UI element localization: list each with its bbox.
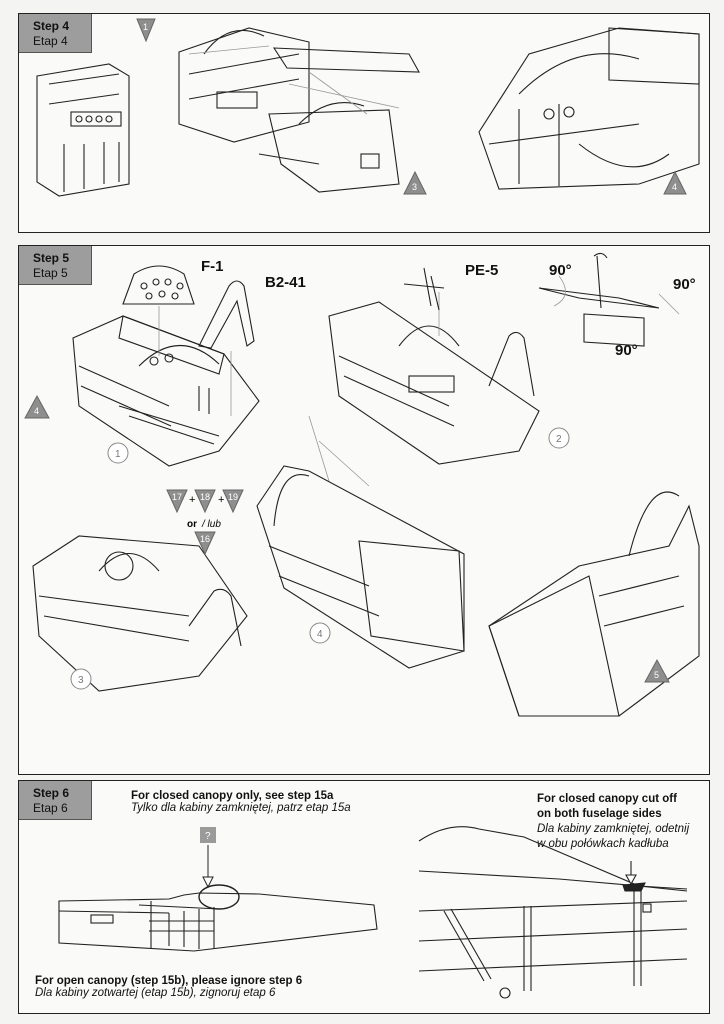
cut-off-note-en-2: on both fuselage sides xyxy=(537,808,662,820)
question-mark-label: ? xyxy=(205,831,211,842)
step5-title: Step 5 xyxy=(33,251,70,265)
step4-title: Step 4 xyxy=(33,19,70,33)
closed-canopy-note-en: For closed canopy only, see step 15a xyxy=(131,790,334,802)
substep4-fuselage xyxy=(257,416,464,668)
plus-sign-2: + xyxy=(218,494,225,506)
open-canopy-note-pl: Dla kabiny zotwartej (etap 15b), zignoruj etap 6 xyxy=(35,987,276,999)
substep-3-label: 3 xyxy=(78,675,84,686)
substep-4-label: 4 xyxy=(317,629,323,640)
step6-title: Step 6 xyxy=(33,786,70,800)
substep-1-label: 1 xyxy=(115,449,121,460)
step4-ref-4-label: 4 xyxy=(672,182,678,192)
angle-label-3: 90° xyxy=(615,342,638,359)
bend-diagram xyxy=(539,253,679,346)
step4-panel xyxy=(18,13,710,233)
step4-ref-1-label: 1 xyxy=(143,22,149,32)
ref-17-label: 17 xyxy=(172,492,183,502)
ref-18-label: 18 xyxy=(200,492,211,502)
step5-panel xyxy=(18,245,710,775)
f1-instrument-panel xyxy=(123,266,194,356)
step5-ref-5-label: 5 xyxy=(654,670,660,680)
angle-label-1: 90° xyxy=(549,262,572,279)
ref-19-label: 19 xyxy=(228,492,239,502)
substep-2-label: 2 xyxy=(556,434,562,445)
step4-ref-3-label: 3 xyxy=(412,182,418,192)
substep2-cockpit xyxy=(329,292,539,464)
step6-panel xyxy=(18,780,710,1014)
step4-exploded-assembly xyxy=(179,28,419,192)
step4-subtitle: Etap 4 xyxy=(33,34,68,48)
closed-canopy-note-pl: Tylko dla kabiny zamkniętej, patrz etap 15a xyxy=(131,802,351,814)
cut-off-note-pl-2: w obu połówkach kadłuba xyxy=(537,838,669,850)
angle-label-2: 90° xyxy=(673,276,696,293)
step6-drawing xyxy=(19,781,709,1013)
cut-off-note-en-1: For closed canopy cut off xyxy=(537,793,677,805)
cut-detail-view xyxy=(419,827,687,998)
ref-16-label: 16 xyxy=(200,534,211,544)
open-canopy-note-en: For open canopy (step 15b), please ignore step 6 xyxy=(35,975,303,987)
step4-cockpit-frame-left xyxy=(37,64,129,196)
cut-off-note-pl-1: Dla kabiny zamkniętej, odetnij xyxy=(537,823,690,835)
plus-sign-1: + xyxy=(189,494,196,506)
part-label-pe5: PE-5 xyxy=(465,262,499,279)
part-label-f1: F-1 xyxy=(201,258,224,275)
b241-rollbar xyxy=(199,281,254,416)
step4-assembled-cockpit xyxy=(479,28,699,189)
step5-drawing xyxy=(19,246,709,774)
or-text: or xyxy=(187,519,197,530)
step5-ref-4-label: 4 xyxy=(34,406,40,416)
part-label-b241: B2-41 xyxy=(265,274,306,291)
pe5-part xyxy=(404,268,444,310)
step6-subtitle: Etap 6 xyxy=(33,801,68,815)
substep3-cockpit xyxy=(33,536,247,691)
fuselage-side-view xyxy=(59,885,377,951)
step4-drawing xyxy=(19,14,709,232)
lub-text: / lub xyxy=(202,519,221,530)
step5-subtitle: Etap 5 xyxy=(33,266,68,280)
